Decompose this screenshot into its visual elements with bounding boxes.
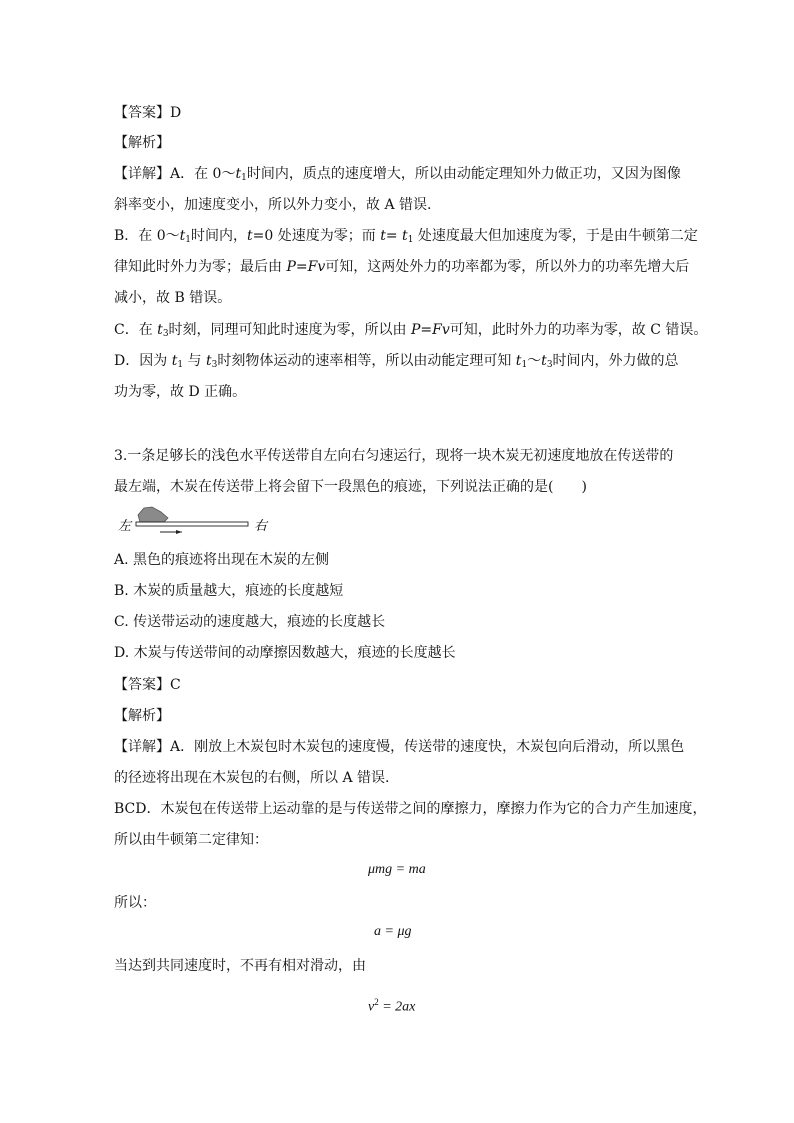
detail3-line4: 所以由牛顿第二定律知： <box>114 832 268 848</box>
analysis-label-1: 【解析】 <box>114 135 170 151</box>
detail3-line1: 【详解】A．刚放上木炭包时木炭包的速度慢，传送带的速度快，木炭包向后滑动，所以黑色 <box>114 739 685 755</box>
eq3-rest: = 2ax <box>378 999 416 1015</box>
detail-c-lead: C．在 <box>114 322 158 338</box>
detail-b-text3: = <box>385 228 403 244</box>
fig-left-label: 左 <box>118 519 132 534</box>
option-d: D. 木炭与传送带间的动摩擦因数越大，痕迹的长度越长 <box>114 645 456 661</box>
fig-right-label: 右 <box>254 519 268 534</box>
equation-1: μmg = ma <box>368 862 426 877</box>
detail-a-line2: 斜率变小，加速度变小，所以外力变小，故 A 错误. <box>114 197 432 213</box>
var-t: t <box>402 228 408 244</box>
detail-b-text5: 律知此时外力为零；最后由 <box>114 259 287 275</box>
sub-1: 1 <box>407 235 414 245</box>
conveyor-belt-diagram <box>116 506 276 536</box>
equation-3 <box>368 993 415 1017</box>
detail-b-text2: =0 处速度为零；而 <box>252 228 381 244</box>
detail-d-lead: D．因为 <box>114 353 172 369</box>
detail-c-line1 <box>114 321 707 343</box>
conveyor-belt-figure <box>116 506 276 540</box>
detail-a-text: 时间内，质点的速度增大，所以由动能定理知外力做正功，又因为图像 <box>246 166 681 182</box>
charcoal-block <box>138 507 168 522</box>
detail3-line3: BCD．木炭包在传送带上运动靠的是与传送带之间的摩擦力，摩擦力作为它的合力产生加速度， <box>114 801 707 817</box>
var-t: t <box>171 353 178 369</box>
detail-a-line1 <box>114 165 681 187</box>
eq3-sup: 2 <box>374 997 379 1007</box>
detail-b-line3: 减小，故 B 错误。 <box>114 290 232 306</box>
detail-b-line1 <box>114 227 698 249</box>
detail-d-text3: ～ <box>527 353 542 369</box>
sub-3: 3 <box>211 360 218 370</box>
detail-c-text1: 时刻，同理可知此时速度为零，所以由 <box>168 322 411 338</box>
sub-3: 3 <box>546 360 553 370</box>
answer-label-1: 【答案】D <box>114 105 182 121</box>
question3-line2: 最左端，木炭在传送带上将会留下一段黑色的痕迹，下列说法正确的是( ) <box>114 479 587 495</box>
detail-b-line2 <box>114 258 689 276</box>
var-t: t <box>541 353 547 369</box>
detail-b-lead: B．在 0～ <box>114 228 180 244</box>
belt <box>136 522 248 526</box>
detail-b-text6: 可知，这两处外力的功率都为零，所以外力的功率先增大后 <box>325 259 690 275</box>
detail3-line6: 当达到共同速度时，不再有相对滑动，由 <box>114 958 366 974</box>
detail-c-text2: 可知，此时外力的功率为零，故 C 错误。 <box>449 322 708 338</box>
sub-1: 1 <box>521 360 528 370</box>
sub-1: 1 <box>185 235 192 245</box>
var-t: t <box>205 353 212 369</box>
sub-1: 1 <box>241 173 247 183</box>
detail-d-line2: 功为零，故 D 正确。 <box>114 384 247 400</box>
detail-d-text2: 时刻物体运动的速率相等，所以由动能定理可知 <box>217 353 516 369</box>
detail-b-text4: 处速度最大但加速度为零，于是由牛顿第二定 <box>413 228 698 244</box>
detail3-line2: 的径迹将出现在木炭包的右侧，所以 A 错误. <box>114 770 390 786</box>
sub-1: 1 <box>177 360 184 370</box>
answer-label-3: 【答案】C <box>114 677 181 693</box>
var-t: t <box>515 353 522 369</box>
question3-line1: 3.一条足够长的浅色水平传送带自左向右匀速运行，现将一块木炭无初速度地放在传送带的 <box>114 448 674 464</box>
power-formula: P=Fv <box>286 259 326 275</box>
var-t: t <box>157 322 163 338</box>
arrow-head-icon <box>176 530 182 534</box>
sub-3: 3 <box>162 329 169 339</box>
option-a: A. 黑色的痕迹将出现在木炭的左侧 <box>114 552 330 568</box>
power-formula: P=Fv <box>411 322 450 338</box>
equation-2: a = μg <box>374 924 412 939</box>
detail-d-text1: 与 <box>183 353 206 369</box>
option-c: C. 传送带运动的速度越大，痕迹的长度越长 <box>114 614 386 630</box>
option-b: B. 木炭的质量越大，痕迹的长度越短 <box>114 583 344 599</box>
var-t: t <box>247 228 253 244</box>
detail-b-text1: 时间内， <box>191 228 248 244</box>
eq3-v: v <box>368 999 375 1015</box>
detail3-line5: 所以： <box>114 895 156 911</box>
detail-d-text4: 时间内，外力做的总 <box>552 353 679 369</box>
var-t: t <box>235 166 242 182</box>
var-t: t <box>380 228 386 244</box>
detail-a-lead: 【详解】A．在 0～ <box>114 166 236 182</box>
detail-d-line1 <box>114 352 679 374</box>
analysis-label-3: 【解析】 <box>114 708 170 724</box>
var-t: t <box>179 228 186 244</box>
